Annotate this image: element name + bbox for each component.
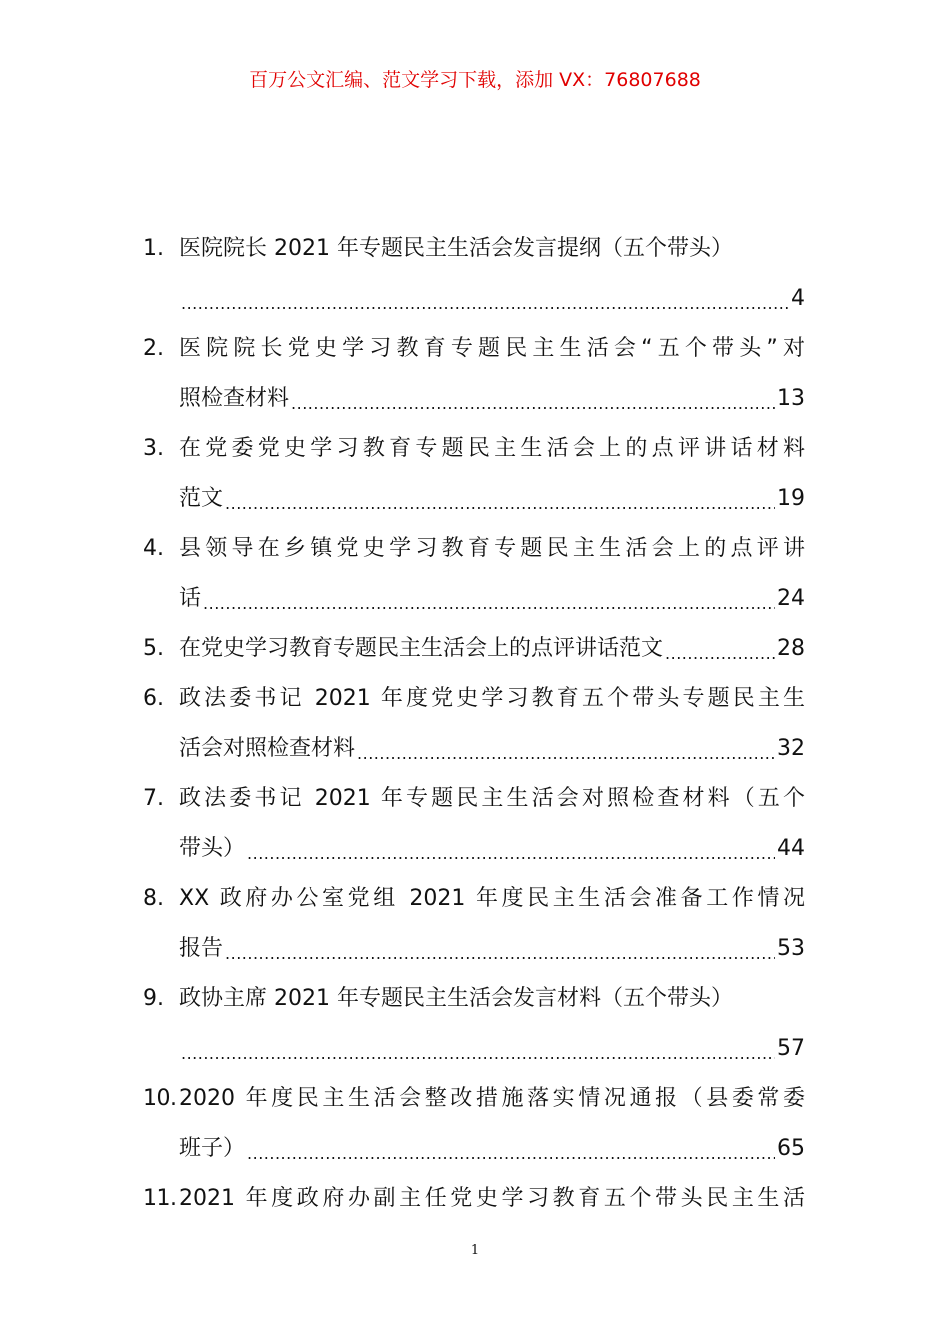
leader-dots (225, 474, 775, 524)
toc-entry-number: 3. (143, 436, 164, 461)
toc-entry[interactable] (143, 624, 805, 674)
toc-entry[interactable] (143, 874, 805, 974)
toc-entry-title: 县领导在乡镇党史学习教育专题民主生活会上的点评讲 (179, 536, 805, 561)
toc-entry-number: 4. (143, 536, 164, 561)
toc-entry-title-cont: 范文 (179, 486, 224, 511)
toc-entry-page: 44 (777, 836, 805, 861)
toc-entry-title: 在党委党史学习教育专题民主生活会上的点评讲话材料 (179, 436, 805, 461)
leader-dots (181, 274, 789, 324)
toc-entry-title-cont: 话 (179, 586, 202, 611)
toc-entry-title: 医院院长党史学习教育专题民主生活会“五个带头”对 (179, 336, 805, 361)
toc-entry-number: 9. (143, 986, 164, 1011)
toc-entry-page: 57 (777, 1036, 805, 1061)
toc-entry-number: 7. (143, 786, 164, 811)
toc-entry-page: 65 (777, 1136, 805, 1161)
toc-entry-number: 6. (143, 686, 164, 711)
toc-entry-page: 4 (791, 286, 805, 311)
toc-entry-number: 5. (143, 636, 164, 661)
toc-entry[interactable] (143, 324, 805, 424)
toc-entry-number: 1. (143, 236, 164, 261)
leader-dots (225, 924, 775, 974)
toc-entry-title-cont: 活会对照检查材料 (179, 736, 356, 761)
toc-entry-page: 13 (777, 386, 805, 411)
toc-entry-number: 11. (143, 1186, 177, 1211)
toc-entry[interactable] (143, 1174, 805, 1224)
toc-entry-title: 政协主席 2021 年专题民主生活会发言材料（五个带头） (179, 986, 733, 1011)
toc-entry-title: 2020 年度民主生活会整改措施落实情况通报（县委常委 (179, 1086, 805, 1111)
watermark-header: 百万公文汇编、范文学习下载，添加 VX：76807688 (249, 69, 701, 91)
leader-dots (291, 374, 775, 424)
toc-entry-title: XX 政府办公室党组 2021 年度民主生活会准备工作情况 (179, 886, 805, 911)
toc-entry-title: 政法委书记 2021 年度党史学习教育五个带头专题民主生 (179, 686, 805, 711)
toc-entry-number: 8. (143, 886, 164, 911)
leader-dots (247, 1124, 775, 1174)
toc-entry-title: 政法委书记 2021 年专题民主生活会对照检查材料（五个 (179, 786, 805, 811)
toc-entry[interactable] (143, 224, 805, 324)
toc-entry-page: 24 (777, 586, 805, 611)
toc-entry-title-cont: 班子） (179, 1136, 246, 1161)
toc-entry[interactable] (143, 974, 805, 1074)
toc-entry[interactable] (143, 774, 805, 874)
toc-entry-title: 医院院长 2021 年专题民主生活会发言提纲（五个带头） (179, 236, 733, 261)
toc-entry-title-cont: 带头） (179, 836, 246, 861)
leader-dots (181, 1024, 775, 1074)
table-of-contents (143, 224, 805, 1224)
toc-entry-title-cont: 照检查材料 (179, 386, 290, 411)
leader-dots (665, 624, 775, 674)
toc-entry[interactable] (143, 424, 805, 524)
toc-entry-title: 2021 年度政府办副主任党史学习教育五个带头民主生活 (179, 1186, 805, 1211)
toc-entry-page: 32 (777, 736, 805, 761)
toc-entry-number: 10. (143, 1086, 177, 1111)
leader-dots (357, 724, 775, 774)
toc-entry-title: 在党史学习教育专题民主生活会上的点评讲话范文 (179, 636, 664, 661)
toc-entry-page: 28 (777, 636, 805, 661)
leader-dots (247, 824, 775, 874)
page-number: 1 (470, 1243, 480, 1258)
toc-entry[interactable] (143, 674, 805, 774)
toc-entry-page: 53 (777, 936, 805, 961)
leader-dots (203, 574, 775, 624)
toc-entry-title-cont: 报告 (179, 936, 224, 961)
toc-entry-page: 19 (777, 486, 805, 511)
toc-entry-number: 2. (143, 336, 164, 361)
toc-entry[interactable] (143, 1074, 805, 1174)
toc-entry[interactable] (143, 524, 805, 624)
